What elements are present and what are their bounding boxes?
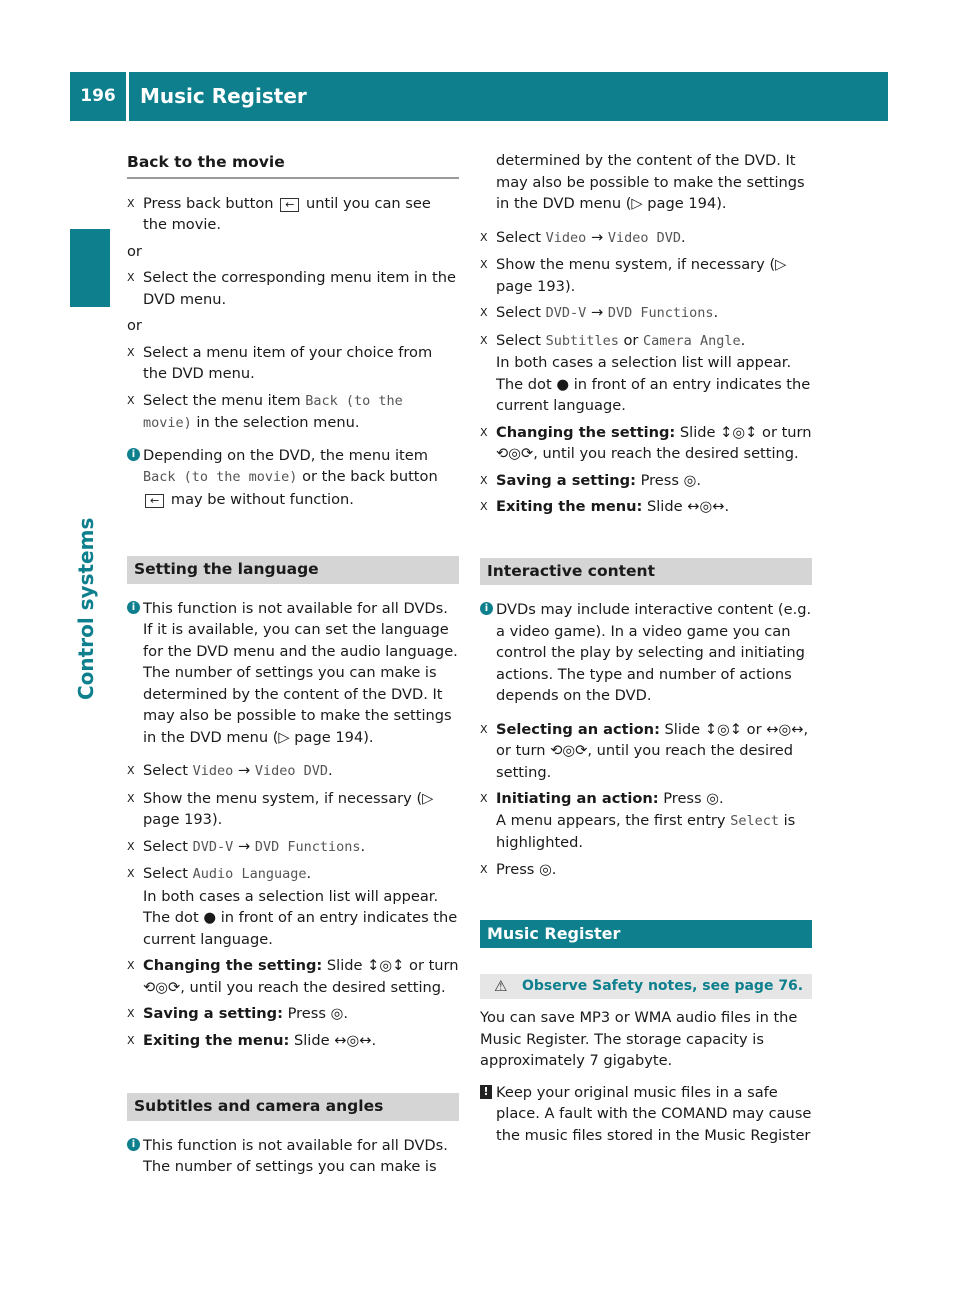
heading-back-to-movie: Back to the movie [127, 152, 459, 179]
step-select-subtitles: X Select Subtitles or Camera Angle. In both cases a selection list will appear. The dot ● in front of an entry indicates the current language. [480, 331, 811, 414]
right-column [480, 150, 812, 1146]
step-icon: X [127, 764, 135, 777]
arrow-icon: → [237, 837, 251, 855]
step-icon: X [127, 1033, 135, 1047]
note-original-files: ! Keep your original music files in a safe place. A fault with the COMAND may cause the music files stored in the Music Register [480, 1082, 812, 1147]
step-icon: X [480, 862, 488, 876]
arrow-icon: → [590, 304, 604, 321]
left-column [127, 150, 459, 1190]
step-icon: X [127, 839, 135, 853]
reference-icon: ▷ [278, 728, 290, 746]
slide-up-down-icon: ↕◎↕ [720, 423, 758, 441]
step-select-choice: X Select a menu item of your choice from the DVD menu. [127, 343, 433, 382]
step-icon: X [127, 791, 135, 805]
slide-up-down-icon: ↕◎↕ [367, 957, 405, 974]
step-icon: X [127, 867, 135, 880]
or-text: or [127, 242, 142, 260]
press-controller-icon: ◎ [683, 471, 697, 489]
step-icon: X [127, 271, 135, 284]
step-icon: X [127, 393, 135, 407]
step-select-dvd-functions: X Select DVD-V → DVD Functions. [127, 836, 459, 859]
warning-triangle-icon: ⚠ [494, 976, 508, 995]
step-icon: X [480, 473, 488, 487]
step-icon: X [480, 333, 488, 347]
continued-text: determined by the content of the DVD. It may also be possible to make the settings in the DVD menu (▷ page 194). [496, 152, 805, 212]
info-icon: i [127, 1138, 140, 1151]
heading-interactive-content: Interactive content [480, 558, 812, 586]
step-icon: X [480, 258, 488, 271]
info-icon: i [127, 601, 140, 614]
step-icon: X [480, 500, 488, 513]
step-icon: X [480, 425, 488, 439]
step-select-audio-language: X Select Audio Language. In both cases a selection list will appear. The dot ● in front of an entry indicates the current language. [127, 865, 458, 948]
warning-icon: ! [480, 1085, 492, 1099]
slide-left-right-icon: ↔◎↔ [334, 1031, 372, 1049]
step-saving-setting: X Saving a setting: Press ◎. [480, 470, 812, 492]
music-register-paragraph: You can save MP3 or WMA audio files in the Music Register. The storage capacity is approximately 7 gigabyte. [480, 1009, 798, 1069]
reference-icon: ▷ [631, 195, 643, 212]
reference-icon: ▷ [422, 789, 434, 807]
turn-controller-icon: ⟲◎⟳ [496, 445, 534, 462]
press-controller-icon: ◎ [330, 1005, 344, 1022]
sidebar-tab-marker [70, 229, 110, 307]
step-select-video: X Select Video → Video DVD. [480, 227, 812, 250]
step-show-menu: X Show the menu system, if necessary (▷ page 193). [127, 789, 434, 828]
step-icon: X [127, 196, 135, 210]
slide-left-right-icon: ↔◎↔ [687, 498, 725, 515]
arrow-icon: → [590, 228, 604, 246]
safety-warning: ⚠ Observe Safety notes, see page 76. [480, 974, 812, 1000]
info-icon: i [480, 602, 493, 615]
slide-up-down-icon: ↕◎↕ [704, 720, 743, 738]
step-icon: X [480, 306, 488, 319]
heading-music-register: Music Register [480, 920, 812, 948]
step-exiting-menu: X Exiting the menu: Slide ↔◎↔. [127, 1030, 459, 1052]
slide-left-right-icon: ↔◎↔ [766, 720, 804, 738]
step-changing-setting: X Changing the setting: Slide ↕◎↕ or turn ⟲◎⟳, until you reach the desired setting. [480, 423, 812, 462]
sidebar-section-label: Control systems [74, 517, 98, 700]
turn-controller-icon: ⟲◎⟳ [143, 978, 181, 996]
heading-subtitles: Subtitles and camera angles [127, 1093, 459, 1121]
back-button-icon: ← [280, 198, 299, 212]
info-icon: i [127, 448, 140, 461]
dot-icon: ● [556, 375, 570, 393]
info-interactive: i DVDs may include interactive content (e.g. a video game). In a video game you can control the play by selecting and initiating actions. The type and number of actions depends on the DVD. [480, 599, 812, 707]
step-icon: X [127, 1007, 135, 1020]
info-language: i This function is not available for all DVDs. If it is available, you can set the language for the DVD menu and the audio language. The number of settings you can make is determined by the content of the DVD. It may also be possible to make the settings in the DVD menu (▷ page 194). [127, 598, 459, 749]
step-press-back: X Press back button ← until you can see the movie. [127, 194, 431, 233]
step-selecting-action: X Selecting an action: Slide ↕◎↕ or ↔◎↔, or turn ⟲◎⟳, until you reach the desired setting. [480, 720, 809, 781]
step-icon: X [480, 722, 488, 736]
press-controller-icon: ◎ [539, 860, 552, 878]
arrow-icon: → [237, 762, 251, 779]
page-number: 196 [80, 86, 116, 106]
step-select-menu-item: X Select the corresponding menu item in the DVD menu. [127, 269, 456, 308]
step-changing-setting: X Changing the setting: Slide ↕◎↕ or turn ⟲◎⟳, until you reach the desired setting. [127, 957, 459, 996]
header-separator [126, 72, 129, 121]
step-select-dvd-functions: X Select DVD-V → DVD Functions. [480, 302, 812, 325]
step-show-menu: X Show the menu system, if necessary (▷ page 193). [480, 256, 787, 295]
step-exiting-menu: X Exiting the menu: Slide ↔◎↔. [480, 496, 812, 518]
dot-icon: ● [203, 909, 217, 926]
page-title: Music Register [140, 84, 307, 108]
step-press: X Press ◎. [480, 859, 812, 881]
info-back-note: i Depending on the DVD, the menu item Back (to the movie) or the back button ← may be without function. [127, 445, 459, 511]
step-saving-setting: X Saving a setting: Press ◎. [127, 1003, 459, 1025]
reference-icon: ▷ [775, 256, 787, 273]
heading-setting-language: Setting the language [127, 556, 459, 584]
turn-controller-icon: ⟲◎⟳ [550, 742, 588, 759]
step-icon: X [127, 345, 135, 359]
step-icon: X [480, 230, 488, 244]
press-controller-icon: ◎ [706, 790, 720, 807]
info-subtitles: i This function is not available for all DVDs. The number of settings you can make is [127, 1135, 459, 1178]
back-button-icon: ← [145, 494, 164, 508]
step-icon: X [127, 959, 135, 972]
or-text: or [127, 317, 142, 334]
step-initiating-action: X Initiating an action: Press ◎. A menu appears, the first entry Select is highlighted. [480, 790, 796, 851]
step-select-back-item: X Select the menu item Back (to the movie) in the selection menu. [127, 391, 403, 431]
step-icon: X [480, 792, 488, 805]
step-select-video: X Select Video → Video DVD. [127, 760, 459, 783]
